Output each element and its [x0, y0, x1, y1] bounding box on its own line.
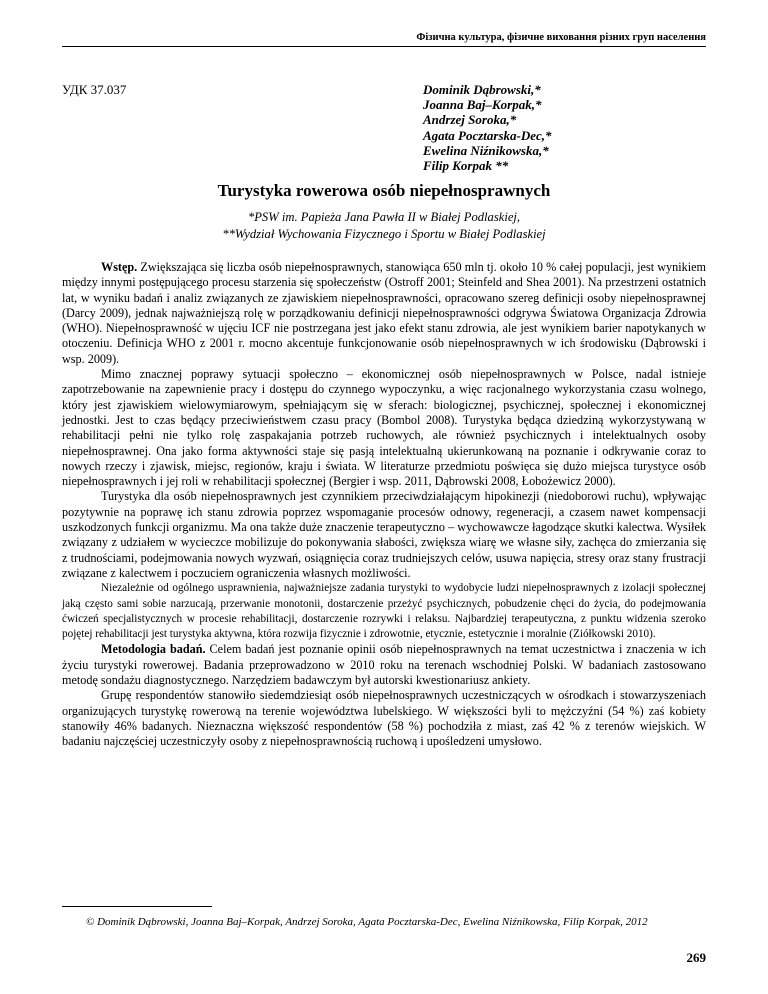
author: Joanna Baj–Korpak,* — [423, 97, 542, 113]
section-lead: Metodologia badań. — [101, 642, 206, 657]
affiliations — [62, 209, 706, 243]
author-list — [423, 82, 552, 173]
author: Filip Korpak ** — [423, 158, 509, 174]
copyright-footnote: © Dominik Dąbrowski, Joanna Baj–Korpak, Andrzej Soroka, Agata Pocztarska-Dec, Ewelina Niźnikowska, Filip Korpak, 2012 — [86, 916, 648, 928]
article-body — [62, 260, 706, 750]
article-title: Turystyka rowerowa osób niepełnosprawnych — [217, 181, 551, 200]
paragraph-methodology: Metodologia badań. Celem badań jest poznanie opinii osób niepełnosprawnych na temat uczestnictwa i znaczenia w ich życiu turystyki rowerowej. Badania przeprowadzono w 2010 roku na terenach wschodniej Polski. W badaniach zastosowano metodę sondażu diagnostycznego. Narzędziem badawczym był autorski kwestionariusz ankiety. — [62, 642, 706, 688]
affiliation: **Wydział Wychowania Fizycznego i Sportu w Białej Podlaskiej — [222, 227, 546, 241]
author: Andrzej Soroka,* — [423, 112, 517, 128]
author: Ewelina Niźnikowska,* — [423, 142, 549, 158]
footnote-divider — [62, 906, 212, 907]
paragraph: Grupę respondentów stanowiło siedemdziesiąt osób niepełnosprawnych uczestniczących w ośrodkach i stowarzyszeniach organizujących turystykę rowerową na terenie województwa lubelskiego. W większości byli to mężczyźni (54 %) zaś kobiety stanowiły 46% badanych. Nieznaczna większość respondentów (58 %) pochodziła z miast, zaś 42 % z terenów wiejskich. W badaniu najczęściej uczestniczyły osoby z niepełnosprawnością ruchową i upośledzeni umysłowo. — [62, 688, 706, 749]
udk-code: УДК 37.037 — [62, 82, 127, 97]
running-header — [62, 32, 706, 47]
section-lead: Wstęp. — [101, 260, 138, 274]
paragraph: Mimo znacznej poprawy sytuacji społeczno – ekonomicznej osób niepełnosprawnych w Polsce, nadal istnieje zapotrzebowanie na zapewnienie pracy i dostępu do czynnego wypoczynku, a więc racjonalnego wykorzystania czasu wolnego, który jest zjawiskiem wielowymiarowym, spełniającym się w sferach: biologicznej, psychicznej, społecznej i ekonomicznej jednostki. Jest to czas będący przeciwieństwem czasu pracy (Bombol 2008). Turystyka będąca dziedziną wykorzystywaną w rehabilitacji pełni nie tylko rolę zaspakajania potrzeb ruchowych, ale również psychicznych i intelektualnych osoby niepełnosprawnej. Ona jako forma aktywności staje się pasją intelektualną ukierunkowaną na poznanie i odkrywanie coraz to nowych rzeczy i zjawisk, miejsc, regionów, kraju i świata. W literaturze przedmiotu poświęca się dużo miejsca turystyce osób niepełnosprawnych i jej roli w rehabilitacji społecznej (Bergier i wsp. 2011, Dąbrowski 2008, Łobożewicz 2000). — [62, 367, 706, 489]
paragraph: Niezależnie od ogólnego usprawnienia, najważniejsze zadania turystyki to wydobycie ludzi niepełnosprawnych z izolacji społecznej jaką często sami sobie narzucają, przerwanie monotonii, dostarczenie przeżyć psychicznych, pobudzenie chęci do życia, do podejmowania ćwiczeń specjalistycznych w procesie rehabilitacji, dostarczenie rozrywki i relaksu. Najbardziej terapeutyczna, z punktu widzenia szeroko pojętej rehabilitacji jest turystyka aktywna, która rozwija fizycznie i zdrowotnie, etycznie, estetycznie i moralnie (Ziółkowski 2010). — [62, 582, 706, 641]
author: Agata Pocztarska-Dec,* — [423, 127, 552, 143]
paragraph-introduction: Wstęp. Zwiększająca się liczba osób niepełnosprawnych, stanowiąca 650 mln tj. około 10 % całej populacji, jest wynikiem między innymi postępującego procesu starzenia się społeczeństw (Ostroff 2001; Steinfeld and Shea 2001). Na przestrzeni ostatnich lat, w wyniku badań i analiz związanych ze zjawiskiem niepełnosprawności, opracowano szereg definicji osoby niepełnosprawnej (Darcy 2009), jednak najważniejszą rolę w porządkowaniu definicji niepełnosprawności odgrywa Światowa Organizacja Zdrowia (WHO). Niepełnosprawność w ujęciu ICF nie postrzegana jest jako efekt stanu zdrowia, ale jest wynikiem barier napotykanych w otoczeniu. Definicja WHO z 2001 r. mocno akcentuje funkcjonowanie osób niepełnosprawnych w ich środowisku (Dąbrowski i wsp. 2009). — [62, 260, 706, 366]
page-number: 269 — [686, 950, 706, 965]
paragraph: Turystyka dla osób niepełnosprawnych jest czynnikiem przeciwdziałającym hipokinezji (niedoborowi ruchu), wpływając pozytywnie na poprawę ich stanu zdrowia poprzez wspomaganie procesów odnowy, regeneracji, a czasem nawet kompensacji uszkodzonych funkcji organizmu. Ma ona także duże znaczenie terapeutyczno – wychowawcze łagodzące skutki kalectwa. Wysiłek związany z udziałem w wycieczce mobilizuje do pokonywania słabości, zwiększa wiarę we własne siły, zachęca do zmierzania się z trudnościami, podejmowania nowych wyzwań, osiągnięcia coraz trudniejszych celów, usuwa napięcia, stresy oraz stany frustracji związane z kalectwem i poczuciem ograniczenia własnych możliwości. — [62, 489, 706, 580]
running-title: Фізична культура, фізичне виховання різних груп населення — [416, 32, 706, 43]
affiliation: *PSW im. Papieża Jana Pawła II w Białej Podlaskiej, — [247, 210, 521, 224]
author: Dominik Dąbrowski,* — [423, 82, 541, 97]
